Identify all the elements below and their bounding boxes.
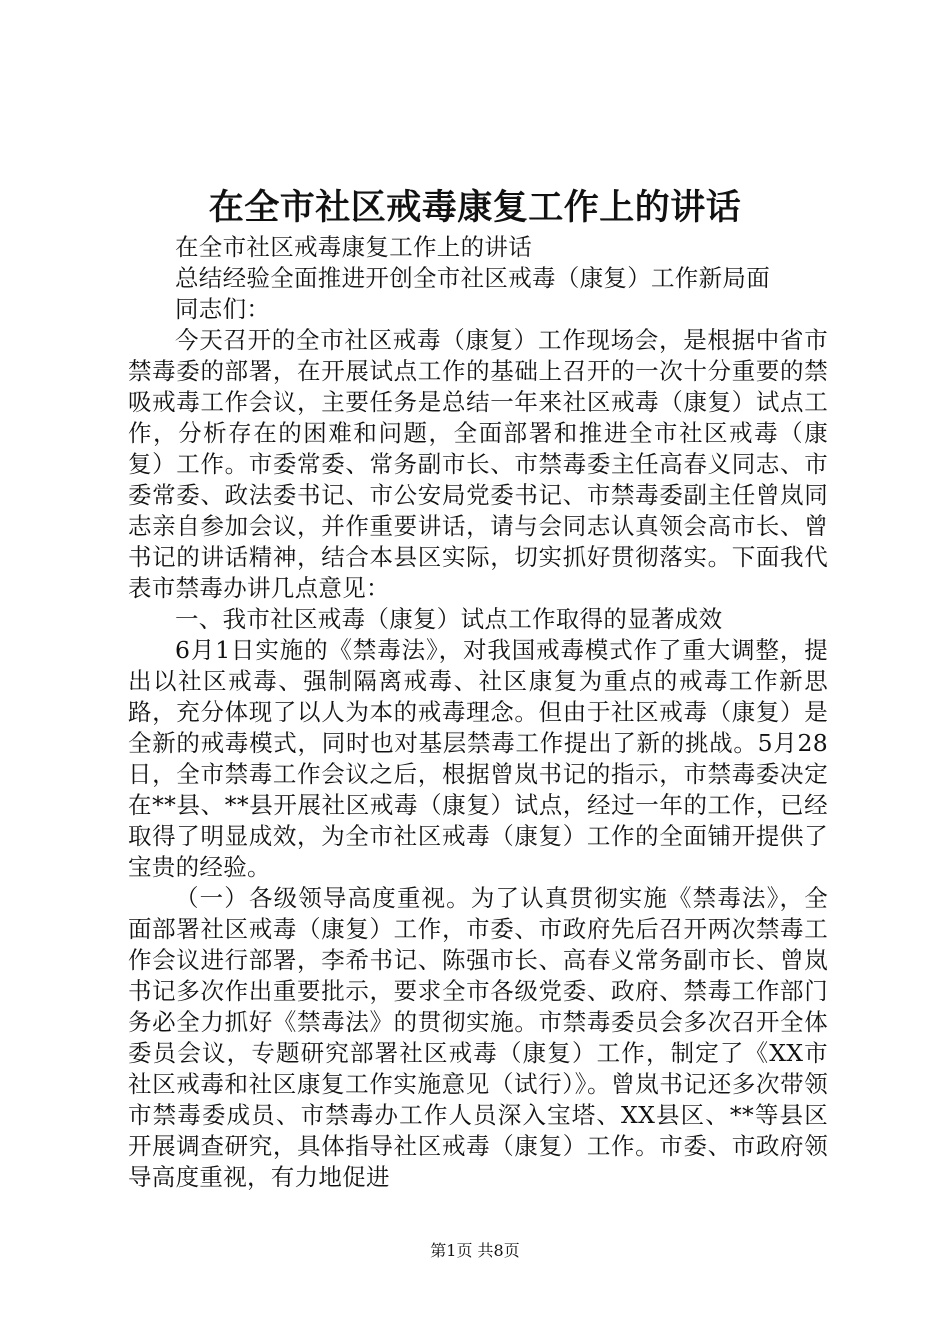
speech-heading: 在全市社区戒毒康复工作上的讲话 (175, 233, 532, 261)
body-paragraph: （一）各级领导高度重视。为了认真贯彻实施《禁毒法》，全面部署社区戒毒（康复）工作，市委、市政府先后召开两次禁毒工作会议进行部署，李希书记、陈强市长、高春义常务副市长、曾岚书记多次作出重要批示，要求全市各级党委、政府、禁毒工作部门务必全力抓好《禁毒法》的贯彻实施。市禁毒委员会多次召开全体委员会议，专题研究部署社区戒毒（康复）工作，制定了《XX市社区戒毒和社区康复工作实施意见（试行）》。曾岚书记还多次带领市禁毒委成员、市禁毒办工作人员深入宝塔、XX县区、**等县区开展调查研究，具体指导社区戒毒（康复）工作。市委、市政府领导高度重视，有力地促进 (128, 884, 828, 1191)
document-body (128, 232, 828, 1193)
salutation: 同志们： (175, 295, 271, 323)
speech-subtitle: 总结经验全面推进开创全市社区戒毒（康复）工作新局面 (175, 264, 770, 292)
section-heading: 一、我市社区戒毒（康复）试点工作取得的显著成效 (175, 605, 723, 633)
document-title: 在全市社区戒毒康复工作上的讲话 (208, 187, 742, 228)
body-paragraph: 6月1日实施的《禁毒法》，对我国戒毒模式作了重大调整，提出以社区戒毒、强制隔离戒毒、社区康复为重点的戒毒工作新思路，充分体现了以人为本的戒毒理念。但由于社区戒毒（康复）是全新的戒毒模式，同时也对基层禁毒工作提出了新的挑战。5月28日，全市禁毒工作会议之后，根据曾岚书记的指示，市禁毒委决定在**县、**县开展社区戒毒（康复）试点，经过一年的工作，已经取得了明显成效，为全市社区戒毒（康复）工作的全面铺开提供了宝贵的经验。 (128, 636, 828, 881)
page-footer: 第1页 共8页 (430, 1241, 520, 1260)
body-paragraph: 今天召开的全市社区戒毒（康复）工作现场会，是根据中省市禁毒委的部署，在开展试点工作的基础上召开的一次十分重要的禁吸戒毒工作会议，主要任务是总结一年来社区戒毒（康复）试点工作，分析存在的困难和问题，全面部署和推进全市社区戒毒（康复）工作。市委常委、常务副市长、市禁毒委主任高春义同志、市委常委、政法委书记、市公安局党委书记、市禁毒委副主任曾岚同志亲自参加会议，并作重要讲话，请与会同志认真领会高市长、曾书记的讲话精神，结合本县区实际，切实抓好贯彻落实。下面我代表市禁毒办讲几点意见： (128, 326, 828, 602)
